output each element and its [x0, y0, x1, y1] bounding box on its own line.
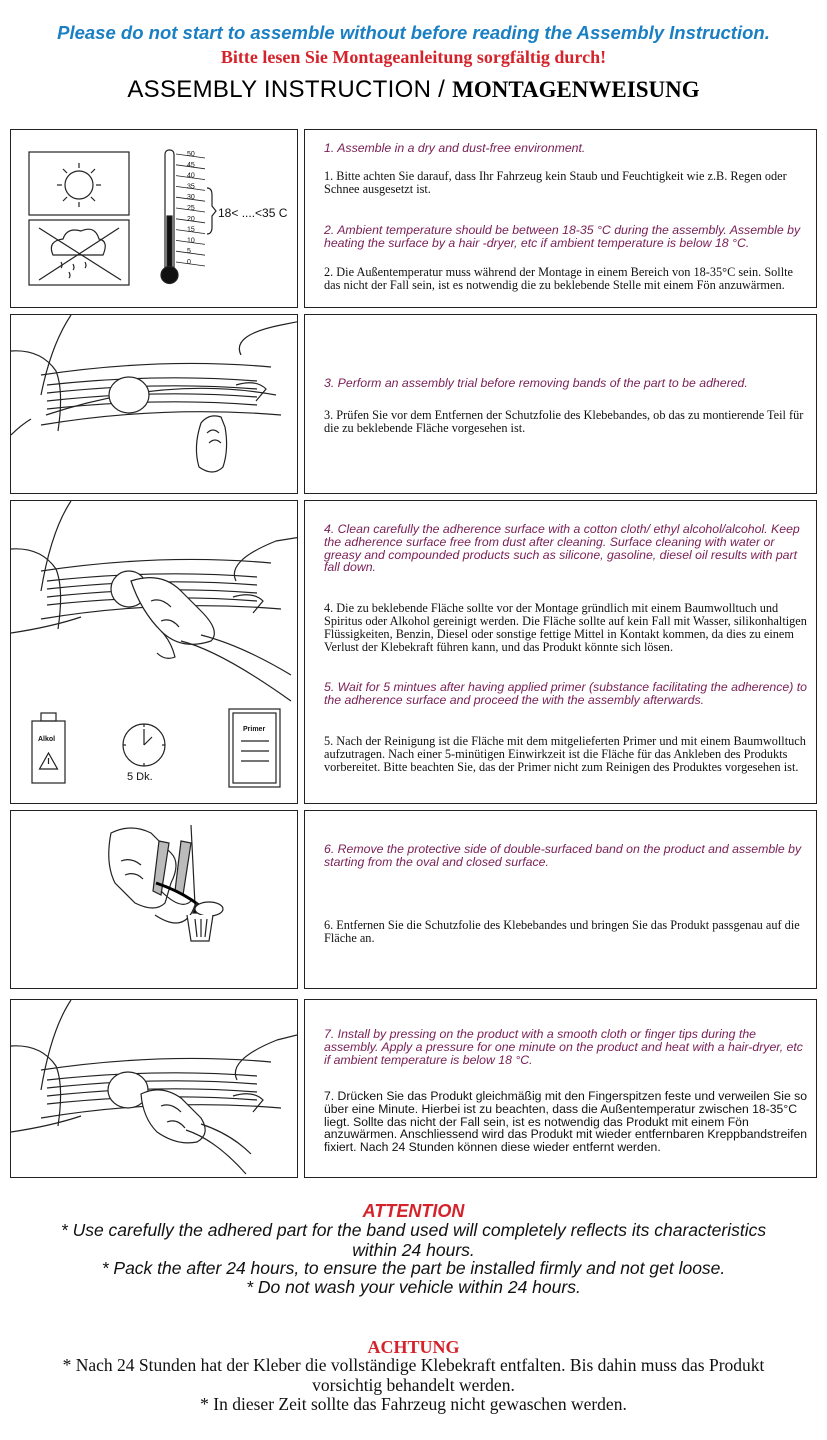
scale-label: 10 [187, 237, 195, 245]
attention-line-1: * Use carefully the adhered part for the band used will completely reflects its characteristics within 24 hours. [60, 1220, 767, 1260]
step1-german: 1. Bitte achten Sie darauf, dass Ihr Fahrzeug kein Staub und Feuchtigkeit wie z.B. Regen oder Schnee ausgesetzt ist. [324, 169, 787, 196]
step7-text-panel [304, 999, 817, 1178]
step1-text-panel [304, 129, 817, 308]
step2-german: 2. Die Außentemperatur muss während der Montage in einem Bereich von 18-35°C sein. Sollte das nicht der Fall sein, ist es notwendig die zu beklebende Stelle mit einem Fön anzuwärmen. [324, 265, 794, 292]
step5-english: 5. Wait for 5 mintues after having applied primer (substance facilitating the adherence) to the adherence surface and proceed the with the assembly afterwards. [324, 680, 808, 707]
step6-german: 6. Entfernen Sie die Schutzfolie des Klebebandes und bringen Sie das Produkt passgenau auf die Fläche an. [324, 918, 800, 945]
primer-label: Primer [243, 726, 266, 733]
step7-german: 7. Drücken Sie das Produkt gleichmäßig mit den Fingerspitzen feste und verweilen Sie so über eine Minute. Hierbei ist zu beachten, dass die Außentemperatur zwischen 18-35°C liegt. Sollte das nicht der Fall sein, ist es notwendig das Produkt mit einem Fön anzuwärmen. Anschliessend wird das Produkt mit wieder entfernbaren Kreppbandstreifen fixiert. Nach 24 Stunden können diese wieder entfernt werden. [324, 1089, 808, 1155]
scale-label: 50 [187, 151, 195, 158]
temperature-range-label: 18< ....<35 C [218, 206, 288, 220]
step2-english: 2. Ambient temperature should be between 18-35 °C during the assembly. Assemble by heating the surface by a hair -dryer, etc if ambient temperature is below 18 °C. [324, 223, 801, 250]
scale-label: 25 [187, 205, 195, 212]
scale-label: 40 [187, 172, 195, 180]
step6-text-panel [304, 810, 817, 989]
scale-label: 5 [187, 248, 191, 256]
alcohol-bottle-icon [32, 713, 65, 783]
clock-label: 5 Dk. [127, 771, 153, 783]
step4-illustration [10, 500, 298, 804]
step3-illustration [10, 314, 298, 494]
warning-english: Please do not start to assemble without before reading the Assembly Instruction. [57, 22, 770, 43]
scale-label: 0 [187, 259, 191, 266]
clock-icon [123, 724, 165, 766]
title-german: MONTAGENWEISUNG [452, 77, 700, 102]
page-title [0, 76, 827, 104]
title-english: ASSEMBLY INSTRUCTION / [127, 76, 453, 103]
attention-line-3: * Do not wash your vehicle within 24 hours. [246, 1277, 581, 1297]
achtung-line-1: * Nach 24 Stunden hat der Kleber die vollständige Klebekraft entfalten. Bis dahin muss das Produkt vorsichtig behandelt werden. [62, 1355, 765, 1395]
step7-english: 7. Install by pressing on the product with a smooth cloth or finger tips during the assembly. Apply a pressure for one minute on the product and heat with a hair-dryer, etc if ambient temperature is below 18 °C. [324, 1027, 803, 1067]
step4-german: 4. Die zu beklebende Fläche sollte vor der Montage gründlich mit einem Baumwolltuch und Spiritus oder Alkohol gereinigt werden. Die Fläche sollte auf kein Fall mit Wasser, silikonhaltigen Flüssigkeiten, Benzin, Diesel oder sonstige fettige Mittel in Kontakt kommen, da dies zu einem Verlust der Klebekraft führen kann, und das Produkt könnte sich lösen. [324, 601, 807, 654]
step1-illustration [10, 129, 298, 308]
bottle-label: Alkol [38, 736, 56, 743]
step3-text-panel [304, 314, 817, 494]
thermometer-scale [176, 151, 205, 266]
step6-english: 6. Remove the protective side of double-surfaced band on the product and assemble by starting from the oval and closed surface. [324, 842, 802, 869]
step4-english: 4. Clean carefully the adherence surface with a cotton cloth/ ethyl alcohol/alcohol. Keep the adherence surface free from dust after cleaning. Surface cleaning with water or greasy and compounded products such as silicone, gasoline, diesel oil results with part fall down. [324, 522, 800, 575]
step4-text-panel [304, 500, 817, 804]
primer-document-icon [229, 709, 280, 787]
scale-label: 35 [187, 183, 195, 191]
scale-label: 20 [187, 215, 195, 223]
achtung-heading: ACHTUNG [367, 1337, 460, 1357]
step3-german: 3. Prüfen Sie vor dem Entfernen der Schutzfolie des Klebebandes, ob das zu montierende Teil für die zu beklebende Fläche vorgesehen ist. [324, 408, 804, 435]
scale-label: 15 [187, 226, 195, 234]
warning-german: Bitte lesen Sie Montageanleitung sorgfältig durch! [220, 47, 607, 67]
step1-english: 1. Assemble in a dry and dust-free environment. [324, 141, 586, 155]
step3-english: 3. Perform an assembly trial before removing bands of the part to be adhered. [324, 376, 748, 390]
step7-illustration [10, 999, 298, 1178]
step5-german: 5. Nach der Reinigung ist die Fläche mit dem mitgelieferten Primer und mit einem Baumwolltuch aufzutragen. Nach einer 5-minütigen Einwirkzeit ist die Fläche für das Ankleben des Produkts vorbereitet. Bitte beachten Sie, das der Primer nicht zum Reinigen des Produktes vorgesehen ist. [324, 734, 806, 774]
step6-illustration [10, 810, 298, 989]
attention-heading: ATTENTION [362, 1201, 465, 1221]
scale-label: 45 [187, 161, 195, 169]
scale-label: 30 [187, 194, 195, 202]
attention-line-2: * Pack the after 24 hours, to ensure the part be installed firmly and not get loose. [101, 1258, 726, 1278]
achtung-line-2: * In dieser Zeit sollte das Fahrzeug nicht gewaschen werden. [200, 1394, 627, 1414]
